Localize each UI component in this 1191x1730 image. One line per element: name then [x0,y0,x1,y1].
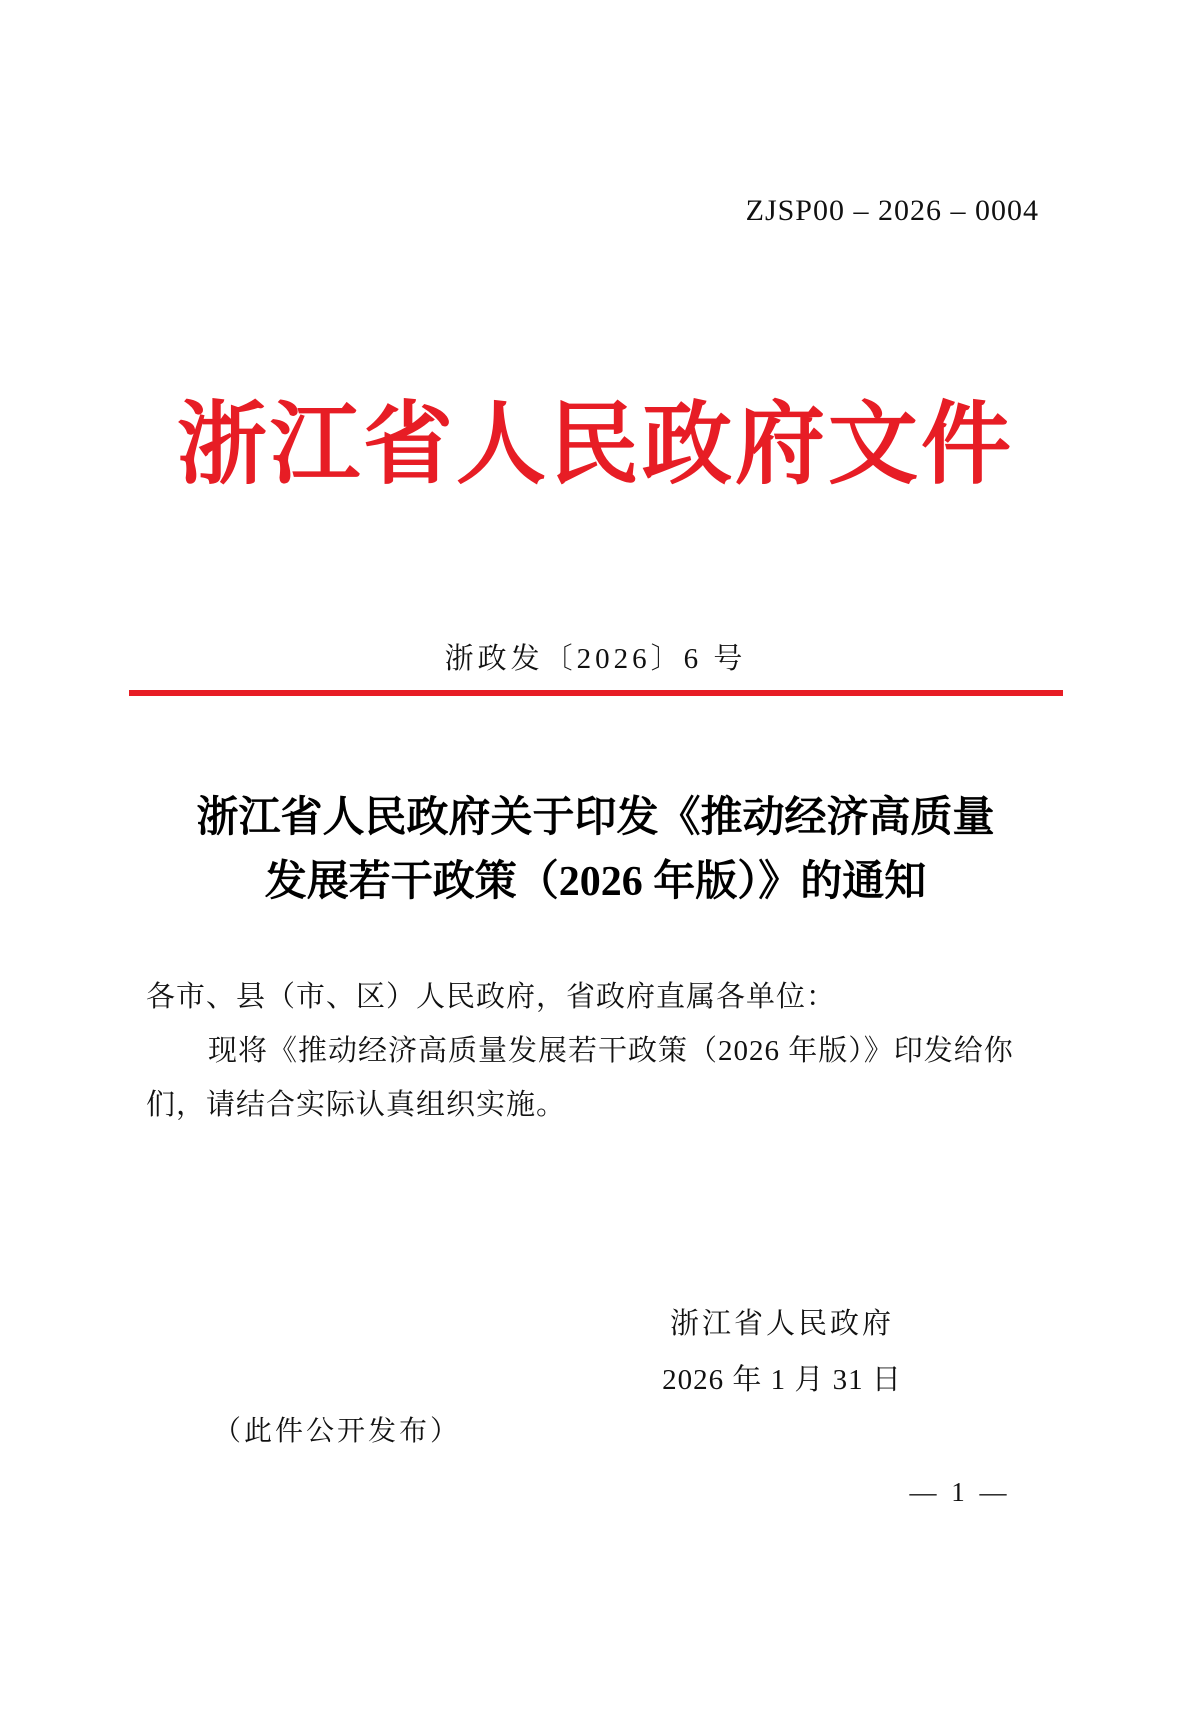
red-divider-rule [129,690,1063,696]
red-header-masthead: 浙江省人民政府文件 [177,396,1014,495]
issue-date: 2026 年 1 月 31 日 [662,1364,902,1396]
document-title-line-1: 浙江省人民政府关于印发《推动经济高质量 [196,795,995,841]
document-title [0,786,1191,914]
body-text [146,970,1048,1132]
body-paragraph-line-2: 们，请结合实际认真组织实施。 [146,1089,567,1121]
body-paragraph-line-1: 现将《推动经济高质量发展若干政策（2026 年版）》印发给你 [208,1035,1014,1067]
page-number: — 1 — [909,1477,1011,1507]
issue-number: 浙政发〔2026〕6 号 [444,643,747,675]
document-title-line-2: 发展若干政策（2026 年版）》的通知 [264,859,927,905]
body-salutation-line: 各市、县（市、区）人民政府，省政府直属各单位： [146,981,837,1013]
document-index-code: ZJSP00 – 2026 – 0004 [745,194,1039,227]
signature-block [582,1296,982,1408]
public-release-note: （此件公开发布） [213,1416,462,1447]
issuing-authority: 浙江省人民政府 [669,1308,894,1340]
